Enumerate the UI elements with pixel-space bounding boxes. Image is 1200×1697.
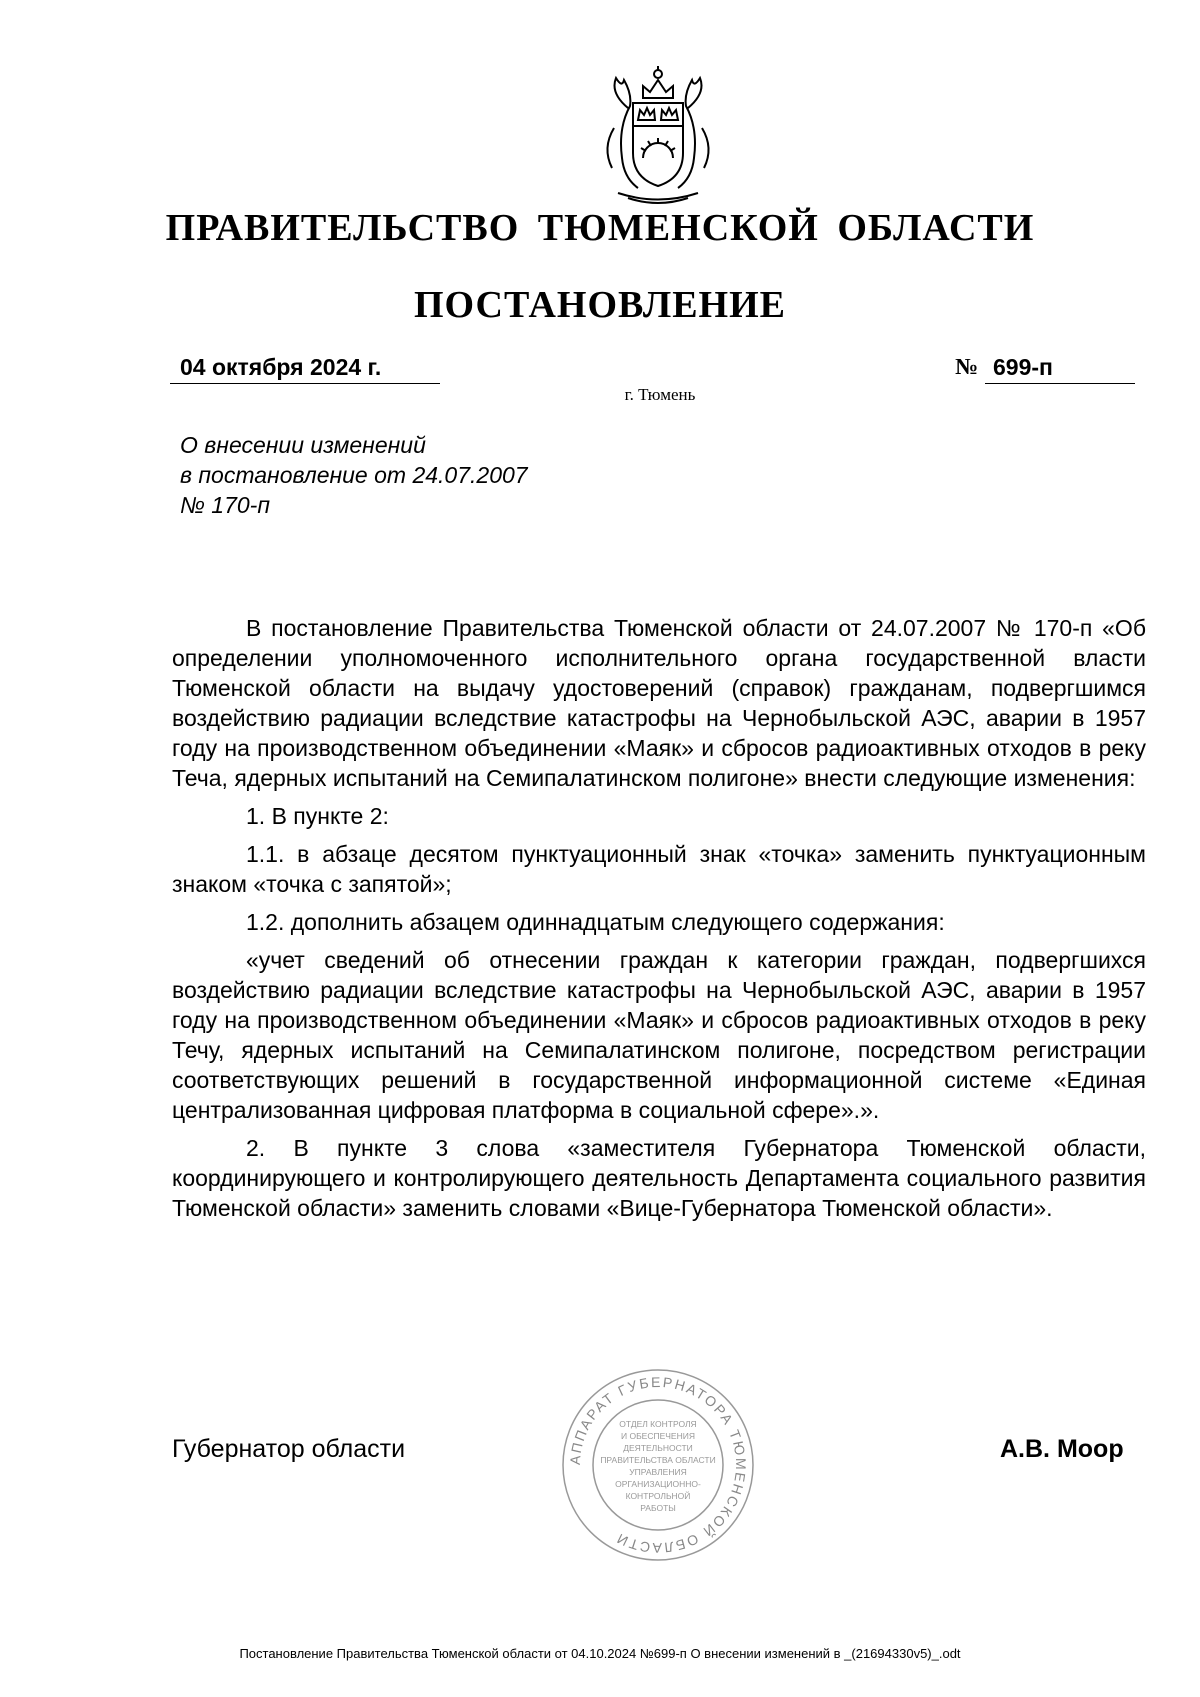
- number-underline: [985, 383, 1135, 384]
- official-stamp-icon: [558, 1365, 758, 1565]
- stamp-inner-line: УПРАВЛЕНИЯ: [629, 1467, 687, 1477]
- coat-of-arms-icon: [588, 58, 728, 208]
- stamp-inner-line: ОРГАНИЗАЦИОННО-: [615, 1479, 701, 1489]
- body-paragraph: «учет сведений об отнесении граждан к категории граждан, подвергшихся воздействию радиации вследствие катастрофы на Чернобыльской АЭС, аварии в 1957 году на производственном объединении «Маяк» и сбросов радиоактивных отходов в реку Течу, ядерных испытаний на Семипалатинском полигоне, посредством регистрации соответствующих решений в государственной информационной системе «Единая централизованная цифровая платформа в социальной сфере».».: [172, 947, 1146, 1123]
- document-body: [172, 613, 1146, 1231]
- document-subject: [180, 430, 528, 520]
- body-paragraph: 1.2. дополнить абзацем одиннадцатым следующего содержания:: [246, 909, 945, 935]
- body-paragraph: 2. В пункте 3 слова «заместителя Губернатора Тюменской области, координирующего и контролирующего деятельность Департамента социального развития Тюменской области» заменить словами «Вице-Губернатора Тюменской области».: [172, 1135, 1146, 1221]
- body-paragraph: 1. В пункте 2:: [246, 803, 389, 829]
- stamp-inner-line: ДЕЯТЕЛЬНОСТИ: [623, 1443, 693, 1453]
- document-number: 699-п: [993, 354, 1053, 380]
- footer-file-reference: Постановление Правительства Тюменской области от 04.10.2024 №699-п О внесении изменений в _(21694330v5)_.odt: [239, 1646, 961, 1661]
- signer-name: А.В. Моор: [1000, 1435, 1124, 1463]
- stamp-outer-text: АППАРАТ ГУБЕРНАТОРА ТЮМЕНСКОЙ ОБЛАСТИ: [566, 1373, 750, 1557]
- stamp-inner-line: ПРАВИТЕЛЬСТВА ОБЛАСТИ: [600, 1455, 716, 1465]
- number-label: №: [955, 354, 979, 379]
- signer-position: Губернатор области: [172, 1435, 406, 1463]
- document-date: 04 октября 2024 г.: [180, 354, 382, 380]
- stamp-inner-line: ОТДЕЛ КОНТРОЛЯ: [619, 1419, 697, 1429]
- subject-line: № 170-п: [180, 492, 270, 518]
- document-type: ПОСТАНОВЛЕНИЕ: [413, 284, 787, 326]
- subject-line: в постановление от 24.07.2007: [180, 462, 528, 488]
- body-paragraph: 1.1. в абзаце десятом пунктуационный знак «точка» заменить пунктуационным знаком «точка с запятой»;: [172, 841, 1146, 897]
- city: г. Тюмень: [624, 385, 696, 404]
- body-paragraph: В постановление Правительства Тюменской области от 24.07.2007 № 170-п «Об определении уполномоченного исполнительного органа государственной власти Тюменской области на выдачу удостоверений (справок) гражданам, подвергшимся воздействию радиации вследствие катастрофы на Чернобыльской АЭС, аварии в 1957 году на производственном объединении «Маяк» и сбросов радиоактивных отходов в реку Теча, ядерных испытаний на Семипалатинском полигоне» внести следующие изменения:: [172, 615, 1146, 791]
- organization-title: ПРАВИТЕЛЬСТВО ТЮМЕНСКОЙ ОБЛАСТИ: [165, 207, 1035, 249]
- stamp-inner-line: КОНТРОЛЬНОЙ: [625, 1491, 691, 1501]
- subject-line: О внесении изменений: [180, 432, 426, 458]
- stamp-inner-line: И ОБЕСПЕЧЕНИЯ: [621, 1431, 695, 1441]
- stamp-inner-line: РАБОТЫ: [640, 1503, 676, 1513]
- date-underline: [170, 383, 440, 384]
